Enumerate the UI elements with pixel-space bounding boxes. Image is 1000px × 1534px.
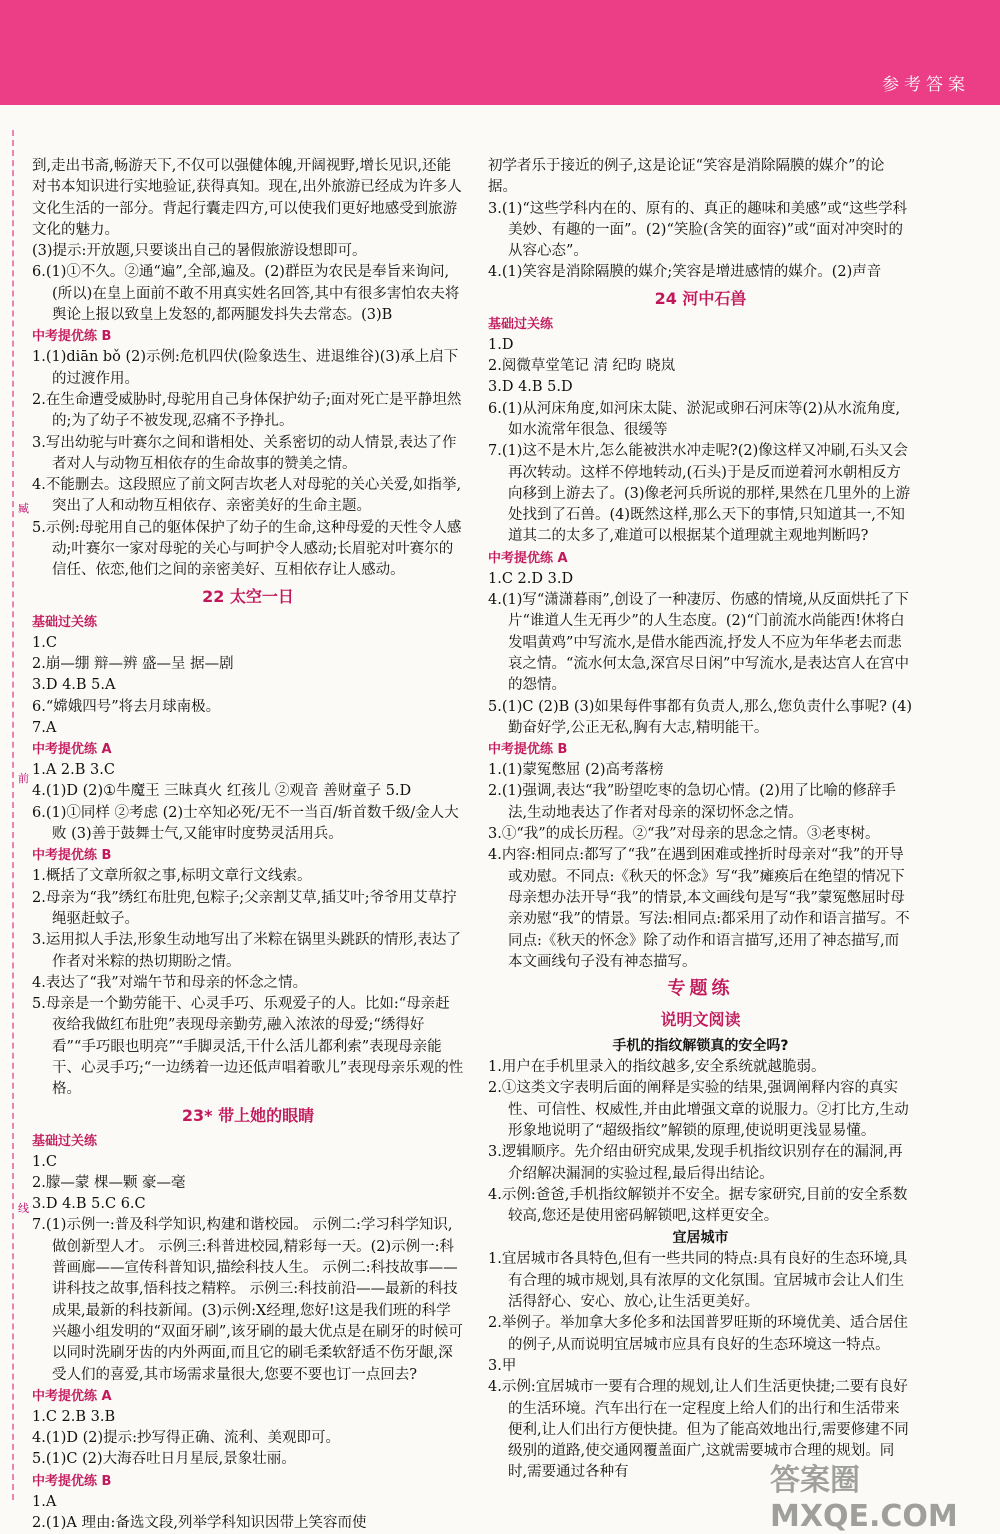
answer-item: 1.C bbox=[32, 1153, 57, 1170]
header-title: 参考答案 bbox=[882, 75, 970, 95]
answer-item: 2.举例子。举加拿大多伦多和法国普罗旺斯的环境优美、适合居住的例子,从而说明宜居城市应具有良好的生态环境这一特点。 bbox=[488, 1315, 908, 1353]
answer-item: 7.A bbox=[32, 719, 57, 736]
answer-item: 4.表达了“我”对端午节和母亲的怀念之情。 bbox=[32, 974, 308, 991]
answer-item: 4.内容:相同点:都写了“我”在遇到困难或挫折时母亲对“我”的开导或劝慰。不同点:《秋天的怀念》写“我”瘫痪后在绝望的情况下母亲想办法开导“我”的情景,本文画线句是写“我”蒙冤憋屈时母亲劝慰“我”的情景。写法:相同点:都采用了动作和语言描写。不同点:《秋天的怀念》除了动作和语言描写,还用了神态描写,而本文画线句子没有神态描写。 bbox=[488, 847, 910, 970]
answer-item: 3.写出幼驼与叶赛尔之间和谐相处、关系密切的动人情景,表达了作者对人与动物互相依存的生命故事的赞美之情。 bbox=[32, 434, 457, 472]
article-title: 宜居城市 bbox=[672, 1230, 729, 1247]
article-title: 手机的指纹解锁真的安全吗? bbox=[612, 1038, 789, 1055]
answer-item: 2.母亲为“我”绣红布肚兜,包粽子;父亲割艾草,插艾叶;爷爷用艾草拧绳驱赶蚊子。 bbox=[32, 889, 457, 927]
answer-item: 1.C 2.D 3.D bbox=[488, 570, 574, 587]
answer-item: 5.示例:母驼用自己的躯体保护了幼子的生命,这种母爱的天性令人感动;叶赛尔一家对母驼的关心与呵护令人感动;长眉驼对叶赛尔的信任、依恋,他们之间的亲密美好、互相依存让人感动。 bbox=[32, 519, 462, 579]
subsection-heading: 中考提优练 B bbox=[32, 1473, 112, 1489]
subsection-heading: 基础过关练 bbox=[32, 1133, 98, 1149]
subsection-heading: 中考提优练 A bbox=[32, 742, 112, 758]
paragraph: 到,走出书斋,畅游天下,不仅可以强健体魄,开阔视野,增长见识,还能对书本知识进行实地验证,获得真知。现在,出外旅游已经成为许多人文化生活的一部分。背起行囊走四方,可以使我们更好地感受到旅游文化的魅力。 bbox=[32, 158, 462, 238]
answer-item: 2.(1)强调,表达“我”盼望吃枣的急切心情。(2)用了比喻的修辞手法,生动地表达了作者对母亲的深切怀念之情。 bbox=[488, 783, 896, 821]
right-column bbox=[488, 156, 913, 1484]
answer-item: 6.(1)①不久。②通“遍”,全部,遍及。(2)群臣为农民是奉旨来询问,(所以)在皇上面前不敢不用真实姓名回答,其中有很多害怕农夫将舆论上报以致皇上发怒的,都两腿发抖失去常态。(3)B bbox=[32, 264, 460, 324]
answer-item: 1.C 2.B 3.B bbox=[32, 1408, 116, 1425]
answer-item: 4.示例:爸爸,手机指纹解锁并不安全。据专家研究,目前的安全系数较高,您还是使用密码解锁吧,这样更安全。 bbox=[488, 1186, 908, 1225]
page-header bbox=[0, 0, 1000, 105]
answer-item: 2.①这类文字表明后面的阐释是实验的结果,强调阐释内容的真实性、可信性、权威性,并由此增强文章的说服力。②打比方,生动形象地说明了“超级指纹”解锁的原理,使说明更浅显易懂。 bbox=[488, 1080, 909, 1139]
subsection-heading: 中考提优练 B bbox=[488, 742, 568, 758]
paragraph: (3)提示:开放题,只要谈出自己的暑假旅游设想即可。 bbox=[32, 243, 367, 260]
answer-item: 5.(1)C (2)大海吞吐日月星辰,景象壮丽。 bbox=[32, 1451, 296, 1468]
subsection-heading: 基础过关练 bbox=[32, 614, 98, 630]
answer-item: 1.概括了文章所叙之事,标明文章行文线索。 bbox=[32, 868, 312, 885]
answer-item: 4.(1)写“潇潇暮雨”,创设了一种凄厉、伤感的情境,从反面烘托了下片“谁道人生无再少”的人生态度。(2)“门前流水尚能西!休将白发唱黄鸡”中写流水,是借水能西流,抒发人不应为年华老去而悲哀之情。“流水何太急,深宫尽日闲”中写流水,是表达宫人在宫中的怨情。 bbox=[488, 592, 910, 694]
answer-item: 1.用户在手机里录入的指纹越多,安全系统就越脆弱。 bbox=[488, 1059, 826, 1076]
answer-item: 2.崩—绷 辩—辨 盛—呈 据—剧 bbox=[32, 655, 234, 672]
answer-item: 3.(1)“这些学科内在的、原有的、真正的趣味和美感”或“这些学科美妙、有趣的一面”。(2)“笑脸(含笑的面容)”或“面对冲突时的从容心态”。 bbox=[488, 200, 908, 260]
answer-item: 1.(1)diān bǒ (2)示例:危机四伏(险象迭生、进退维谷)(3)承上启下的过渡作用。 bbox=[32, 349, 459, 387]
binding-margin bbox=[12, 130, 29, 1500]
margin-label: 线 bbox=[18, 1202, 29, 1215]
answer-item: 1.C bbox=[32, 634, 57, 651]
answer-item: 1.A bbox=[32, 1493, 57, 1510]
answer-item: 7.(1)这不是木片,怎么能被洪水冲走呢?(2)像这样又冲刷,石头又会再次转动。这样不停地转动,(石头)于是反而逆着河水朝相反方向移到上游去了。(3)像老河兵所说的那样,果然在几里外的上游处找到了石兽。(4)既然这样,那么天下的事情,只知道其一,不知道其二的太多了,难道可以根据某个道理就主观地判断吗? bbox=[488, 443, 911, 545]
answer-item: 6.“嫦娥四号”将去月球南极。 bbox=[32, 698, 221, 715]
watermark-logo: 答案圈 MXQE.COM bbox=[770, 1463, 958, 1534]
subsection-heading: 中考提优练 A bbox=[32, 1388, 112, 1404]
subsection-heading: 中考提优练 A bbox=[488, 550, 568, 566]
lesson-title: 23* 带上她的眼睛 bbox=[181, 1105, 315, 1125]
answer-item: 6.(1)①同样 ②考虑 (2)士卒知必死/无不一当百/斩首数千级/金人大败 (3)善于鼓舞士气,又能审时度势灵活用兵。 bbox=[32, 804, 459, 843]
answer-item: 4.(1)D (2)提示:抄写得正确、流利、美观即可。 bbox=[32, 1430, 341, 1447]
paragraph: 初学者乐于接近的例子,这是论证“笑容是消除隔膜的媒介”的论据。 bbox=[488, 158, 885, 196]
subsection-heading: 中考提优练 B bbox=[32, 329, 112, 345]
answer-item: 2.(1)A 理由:备选文段,列举学科知识因带上笑容而使 bbox=[32, 1515, 367, 1532]
answer-item: 2.朦—蒙 棵—颗 豪—毫 bbox=[32, 1174, 186, 1191]
answer-item: 2.阅微草堂笔记 清 纪昀 晓岚 bbox=[488, 358, 676, 375]
lesson-title: 22 太空一日 bbox=[202, 586, 294, 606]
lesson-title: 说明文阅读 bbox=[660, 1010, 741, 1030]
answer-item: 3.D 4.B 5.D bbox=[488, 379, 573, 396]
margin-label: 前 bbox=[18, 772, 29, 785]
answer-item: 4.不能删去。这段照应了前文阿吉坎老人对母驼的关心关爱,如指挙,突出了人和动物互相依存、亲密美好的生命主题。 bbox=[32, 477, 462, 515]
answer-item: 1.A 2.B 3.C bbox=[32, 762, 115, 779]
lesson-title: 24 河中石兽 bbox=[654, 288, 747, 308]
answer-item: 1.D bbox=[488, 336, 514, 353]
section-heading: 专题练 bbox=[667, 978, 734, 1000]
answer-item: 3.D 4.B 5.A bbox=[32, 677, 116, 694]
answer-item: 1.(1)蒙冤憋屈 (2)高考落榜 bbox=[488, 762, 664, 779]
left-column bbox=[32, 156, 464, 1534]
answer-item: 4.(1)笑容是消除隔膜的媒介;笑容是增进感情的媒介。(2)声音 bbox=[488, 264, 882, 281]
subsection-heading: 中考提优练 B bbox=[32, 848, 112, 864]
margin-label: 臧 bbox=[18, 502, 29, 515]
answer-item: 2.在生命遭受威胁时,母驼用自己身体保护幼子;面对死亡是平静坦然的;为了幼子不被发现,忍痛不予挣扎。 bbox=[32, 391, 462, 430]
subsection-heading: 基础过关练 bbox=[488, 316, 554, 332]
answer-item: 6.(1)从河床角度,如河床太陡、淤泥或卵石河床等(2)从水流角度,如水流常年很急、很缓等 bbox=[488, 400, 901, 438]
answer-item: 3.甲 bbox=[488, 1357, 517, 1374]
answer-item: 4.示例:宜居城市一要有合理的规划,让人们生活更快捷;二要有良好的生活环境。汽车出行在一定程度上给人们的出行和生活带来便利,让人们出行方便快捷。但为了能高效地出行,需要修建不同级别的道路,使交通网覆盖面广,这就需要城市合理的规划。同时,需要通过各种有 bbox=[488, 1379, 909, 1481]
answer-item: 3.运用拟人手法,形象生动地写出了米粽在锅里头跳跃的情形,表达了作者对米粽的热切期盼之情。 bbox=[32, 932, 462, 970]
answer-item: 1.宜居城市各具特色,但有一些共同的特点:具有良好的生态环境,具有合理的城市规划,具有浓厚的文化氛围。宜居城市会让人们生活得舒心、安心、放心,让生活更美好。 bbox=[488, 1251, 908, 1311]
answer-item: 5.母亲是一个勤劳能干、心灵手巧、乐观爱子的人。比如:“母亲赶夜给我做红布肚兜”表现母亲勤劳,融入浓浓的母爱;“绣得好看”“手巧眼也明亮”“手脚灵活,干什么活儿都利索”表现母亲能干、心灵手巧;“一边绣着一边还低声唱着歌儿”表现母亲乐观的性格。 bbox=[32, 996, 464, 1098]
answer-item: 5.(1)C (2)B (3)如果每件事都有负责人,那么,您负责什么事呢? (4)勤奋好学,公正无私,胸有大志,精明能干。 bbox=[488, 698, 913, 736]
answer-item: 3.①“我”的成长历程。②“我”对母亲的思念之情。③老枣树。 bbox=[488, 826, 880, 843]
answer-item: 4.(1)D (2)①牛魔王 三昧真火 红孩儿 ②观音 善财童子 5.D bbox=[32, 783, 412, 800]
answer-item: 3.D 4.B 5.C 6.C bbox=[32, 1196, 146, 1213]
answer-item: 7.(1)示例一:普及科学知识,构建和谐校园。 示例二:学习科学知识,做创新型人才。 示例三:科普进校园,精彩每一天。(2)示例一:科普画廊——宣传科普知识,描绘科技人生。 示例二:科技故事——讲科技之故事,悟科技之精粹。 示例三:科技前沿——最新的科技成果,最新的科技新闻。(3)示例:X经理,您好!这是我们班的科学兴趣小组发明的“双面牙刷”,该牙刷的最大优点是在刷牙的时候可以同时洗刷牙齿的内外两面,而且它的刷毛柔软舒适不伤牙龈,深受人们的喜爱,其市场需求量很大,您要不要也订一点回去? bbox=[32, 1217, 463, 1383]
answer-item: 3.逻辑顺序。先介绍由研究成果,发现手机指纹识别存在的漏洞,再介绍解决漏洞的实验过程,最后得出结论。 bbox=[488, 1144, 903, 1182]
